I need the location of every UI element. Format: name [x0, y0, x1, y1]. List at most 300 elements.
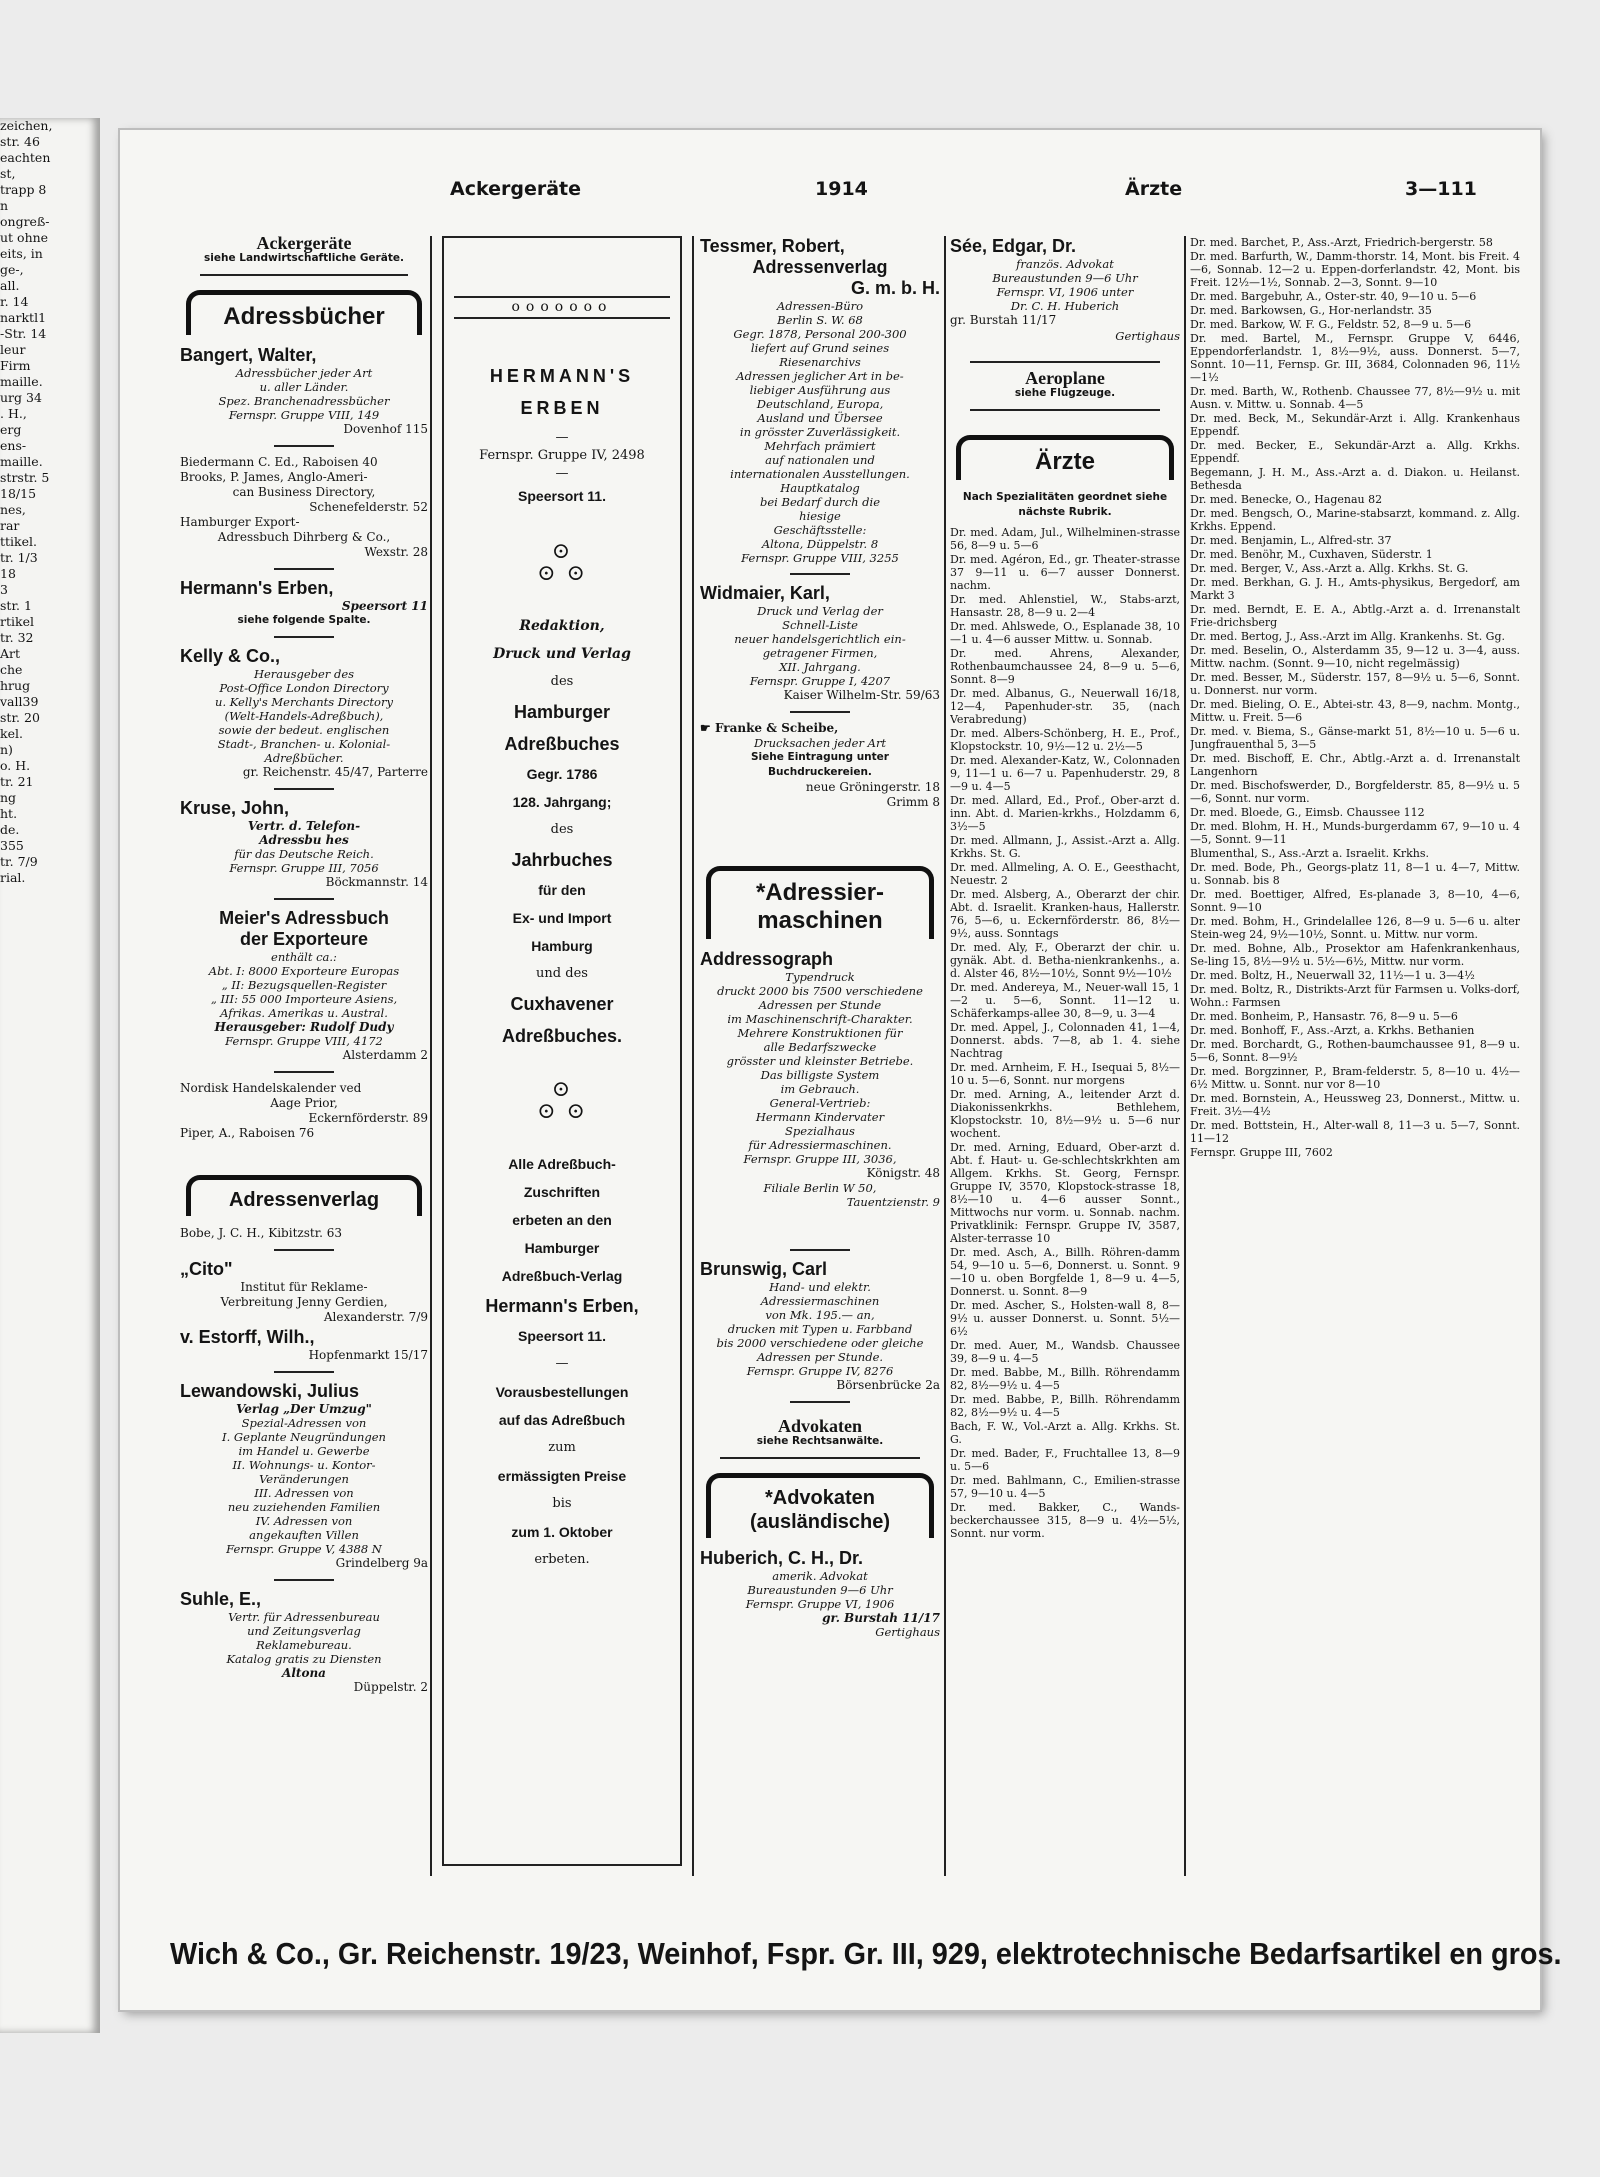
entry-desc: Adressiermaschinen	[760, 1294, 880, 1308]
entry-name: Kruse, John,	[180, 798, 290, 818]
doctor-entry: Blumenthal, S., Ass.-Arzt a. Israelit. Krkhs.	[1190, 847, 1429, 860]
entry-desc: enthält ca.:	[271, 950, 337, 964]
entry-address: Grindelberg 9a	[335, 1556, 428, 1570]
ad-line: auf das Adreßbuch	[498, 1412, 626, 1428]
doctor-entry: Dr. med. Barkowsen, G., Hor-nerlandstr. 35	[1190, 304, 1432, 317]
entry-desc: Geschäftsstelle:	[773, 523, 867, 537]
entry-desc: Adressen jeglicher Art in be-	[736, 369, 904, 383]
doctor-entry: Dr. med. Aly, F., Oberarzt der chir. u. gynäk. Abt. d. Betha-nienkrankenhs., a. d. Alster 46, 8½—10½, Sonnt 9½—10½	[950, 941, 1180, 980]
section-title-advokaten: Advokaten	[777, 1416, 862, 1436]
entry-desc: Ausland und Übersee	[757, 411, 883, 425]
entry-name: Kelly & Co.,	[180, 646, 281, 666]
entry-name: Addressograph	[700, 949, 834, 969]
left-page-fragment: Art	[0, 646, 21, 661]
doctor-entry: Dr. med. Bohm, H., Grindelallee 126, 8—9 u. 5—6 u. alter Stein-weg 24, 9½—10½, Sonnt. u. Mittw. nur vorm.	[1190, 915, 1520, 941]
left-page-fragment: tr. 7/9	[0, 854, 38, 869]
entry-desc: Institut für Reklame-	[240, 1280, 368, 1294]
column-rule	[944, 236, 946, 1876]
entry-desc: neuer handelsgerichtlich ein-	[734, 632, 906, 646]
divider	[274, 445, 334, 447]
ad-line: Hermann's Erben,	[485, 1296, 639, 1316]
doctor-entry: Dr. med. Bonheim, P., Hansastr. 76, 8—9 u. 5—6	[1190, 1010, 1458, 1023]
entry-desc: Filiale Berlin W 50,	[763, 1181, 877, 1195]
left-page-fragment: zeichen,	[0, 118, 53, 133]
entry-desc: Buchdruckereien.	[768, 766, 872, 778]
entry-desc: auf nationalen und	[765, 453, 875, 467]
divider	[274, 1371, 334, 1373]
doctor-entry: Dr. med. Becker, E., Sekundär-Arzt a. Allg. Krkhs. Eppendf.	[1190, 439, 1520, 465]
entry-desc: alle Bedarfszwecke	[763, 1040, 877, 1054]
doctor-entry: Dr. med. Allard, Ed., Prof., Ober-arzt d. inn. Abt. d. Marien-krkhs., Holzdamm 6, 3½—5	[950, 794, 1180, 833]
entry-desc: im Handel u. Gewerbe	[238, 1444, 370, 1458]
entry-desc: Hauptkatalog	[780, 481, 860, 495]
left-page-fragment: de.	[0, 822, 20, 837]
doctor-entry: Dr. med. Benöhr, M., Cuxhaven, Süderstr. 1	[1190, 548, 1433, 561]
entry-desc: Typendruck	[785, 970, 855, 984]
left-page-fragment: vall39	[0, 694, 39, 709]
entry-desc: liefert auf Grund seines	[750, 341, 890, 355]
ad-line: Adreßbuches.	[501, 1026, 623, 1046]
divider	[274, 898, 334, 900]
entry-name: Tessmer, Robert,	[700, 236, 845, 256]
left-page-fragment: leur	[0, 342, 26, 357]
doctor-entry: Dr. med. Bornstein, A., Heussweg 23, Donnerst., Mittw. u. Freit. 3½—4½	[1190, 1092, 1520, 1118]
ad-line: für den	[538, 882, 586, 898]
entry-desc: Verbreitung Jenny Gerdien,	[220, 1295, 388, 1309]
entry-desc: Fernspr. Gruppe VI, 1906	[745, 1597, 895, 1611]
page-number: 3—111	[1405, 178, 1477, 200]
running-header	[120, 178, 1540, 208]
entry-address: Dovenhof 115	[343, 422, 428, 436]
doctor-entry: Bach, F. W., Vol.-Arzt a. Allg. Krkhs. St. G.	[950, 1420, 1180, 1446]
ad-line: Hamburger	[513, 702, 611, 722]
entry-desc-block	[700, 299, 940, 565]
left-page-fragment: Firm	[0, 358, 31, 373]
section-see: siehe Landwirtschaftliche Geräte.	[204, 252, 404, 264]
ad-line: erbeten.	[534, 1552, 590, 1567]
left-page-fragment: maille.	[0, 454, 43, 469]
doctor-entry: Dr. med. Boltz, R., Distrikts-Arzt für Farmsen u. Volks-dorf, Wohn.: Farmsen	[1190, 983, 1520, 1009]
entry-desc-block	[700, 1280, 940, 1378]
left-page-fragment: 18/15	[0, 486, 37, 501]
doctor-entry: Dr. med. Berkhan, G. J. H., Amts-physikus, Bergedorf, am Markt 3	[1190, 576, 1520, 602]
divider	[274, 1249, 334, 1251]
entry-desc: grösster und kleinster Betriebe.	[726, 1054, 914, 1068]
left-page-fragment: rar	[0, 518, 20, 533]
column-rule	[1184, 236, 1186, 1876]
entry-desc: internationalen Ausstellungen.	[730, 467, 910, 481]
entry-name: Lewandowski, Julius	[180, 1381, 360, 1401]
left-page-fragment: rial.	[0, 870, 26, 885]
doctor-entry: Dr. med. Blohm, H. H., Munds-burgerdamm 67, 9—10 u. 4—5, Sonnt. 9—11	[1190, 820, 1520, 846]
entry-desc: Herausgeber des	[253, 667, 355, 681]
left-page-fragment: tr. 21	[0, 774, 34, 789]
entry-desc: Hand- und elektr.	[769, 1280, 871, 1294]
doctor-entry: Dr. med. Arning, A., leitender Arzt d. Diakonissenkrkhs. Bethlehem, Klopstockstr. 10, 8½—9½ u. 5—6 nur wochent.	[950, 1088, 1180, 1140]
doctor-entry: Dr. med. Allmeling, A. O. E., Geesthacht, Neuestr. 2	[950, 861, 1180, 887]
ad-hermanns: HERMANN'S ERBEN — Fernspr. Gruppe IV, 2498 — Speersort 11. ⊙ ⊙ ⊙ Redaktion, Druck und Verlag des Hamburger Adreßbuches Gegr. 1786 128. Jahrgang; des Jahrbuches für den Ex- und Import Hamburg und des Cuxhavener Adreßbuches. ⊙ ⊙ ⊙ Alle Adreßbuch- Zuschriften erbeten an den Hamburger Adreßbuch-Verlag Hermann's Erben, Speersort 11. — Vorausbestellungen auf das Adreßbuch zum ermässigten Preise bis zum 1. Oktober erbeten.	[444, 365, 680, 1569]
doctor-entry: Dr. med. Barth, W., Rothenb. Chaussee 77, 8½—9½ u. mit Ausn. v. Mittw. u. Sonnab. 4—5	[1190, 385, 1520, 411]
ad-address: Speersort 11.	[518, 488, 606, 504]
entry-desc: Fernspr. Gruppe IV, 8276	[746, 1364, 894, 1378]
ad-line: Adreßbuches	[504, 734, 620, 754]
doctor-entry: Dr. med. Bargebuhr, A., Oster-str. 40, 9—10 u. 5—6	[1190, 290, 1477, 303]
entry-name: „Cito"	[180, 1259, 233, 1279]
entry-address: Speersort 11	[341, 599, 428, 613]
ad-line: Redaktion,	[519, 618, 605, 634]
entry-name: der Exporteure	[239, 929, 369, 949]
left-page-fragment: ht.	[0, 806, 18, 821]
header-right: Ärzte	[1125, 178, 1183, 200]
left-page-fragment: trapp 8	[0, 182, 47, 197]
ad-line: Zuschriften	[523, 1184, 601, 1200]
box-heading-advokaten: *Advokaten (ausländische)	[706, 1473, 934, 1538]
divider	[790, 1401, 850, 1403]
doctor-entry: Dr. med. Appel, J., Colonnaden 41, 1—4, Donnerst. abds. 7—8, ab 1. 4. siehe Nachtrag	[950, 1021, 1180, 1060]
pointing-hand-icon: ☛	[700, 721, 711, 735]
entry-desc: getragener Firmen,	[762, 646, 878, 660]
doctor-entry: Dr. med. Berger, V., Ass.-Arzt a. Allg. Krkhs. St. G.	[1190, 562, 1469, 575]
doctor-entry: Dr. med. Barkow, W. F. G., Feldstr. 52, 8—9 u. 5—6	[1190, 318, 1472, 331]
entry-name: Brunswig, Carl	[700, 1259, 828, 1279]
entry-desc: Alexanderstr. 7/9	[323, 1310, 428, 1324]
doctor-entry: Dr. med. Albers-Schönberg, H. E., Prof., Klopstockstr. 10, 9½—12 u. 2½—5	[950, 727, 1180, 753]
ad-line: Vorausbestellungen	[495, 1384, 629, 1400]
ad-line: zum	[548, 1440, 576, 1455]
entry-name: Sée, Edgar, Dr.	[950, 236, 1077, 256]
left-page-fragment: che	[0, 662, 23, 677]
entry-address: Grimm 8	[886, 795, 940, 809]
ad-frame	[442, 236, 682, 1866]
section-see: siehe Rechtsanwälte.	[756, 1435, 884, 1447]
entry-desc: Veränderungen	[259, 1472, 349, 1486]
column-hermanns-ad	[436, 236, 688, 1876]
entry-desc: Post-Office London Directory	[219, 681, 389, 695]
entry-desc: Fernspr. Gruppe VIII, 3255	[741, 551, 899, 565]
left-page-fragment: 355	[0, 838, 24, 853]
column-rule	[692, 236, 694, 1876]
entry-phone: Fernspr. Gruppe VIII, 4172	[225, 1034, 383, 1048]
footer-advertisement: Wich & Co., Gr. Reichenstr. 19/23, Weinhof, Fspr. Gr. III, 929, elektrotechnische Bedarfsartikel en gros.	[170, 1936, 1562, 1971]
box-heading-adressiermaschinen: *Adressier-maschinen	[706, 866, 934, 939]
left-page-fragment: o. H.	[0, 758, 31, 773]
doctor-entry: Dr. med. Ahrens, Alexander, Rothenbaumchaussee 24, 8—9 u. 5—6, Sonnt. 8—9	[950, 647, 1180, 686]
doctor-entry: Dr. med. Bader, F., Fruchtallee 13, 8—9 u. 5—6	[950, 1447, 1180, 1473]
doctor-entry: Dr. med. Auer, M., Wandsb. Chaussee 39, 8—9 u. 4—5	[950, 1339, 1180, 1365]
divider	[274, 1071, 334, 1073]
doctor-entry: Dr. med. Boettiger, Alfred, Es-planade 3, 8—10, 4—6, Sonnt. 9—10	[1190, 888, 1520, 914]
left-page-fragment: urg 34	[0, 390, 42, 405]
entry-desc: druckt 2000 bis 7500 verschiedene	[717, 984, 923, 998]
listing: Nordisk Handelskalender ved	[180, 1081, 362, 1095]
entry-name: Bangert, Walter,	[180, 345, 317, 365]
entry-name: Adressenverlag	[752, 257, 888, 277]
listing: can Business Directory,	[232, 485, 376, 499]
entry-desc: sowie der bedeut. englischen	[218, 723, 390, 737]
entry-desc: Adreßbücher.	[264, 751, 344, 765]
entry-desc: Spezial-Adressen von	[241, 1416, 367, 1430]
left-page-fragment: ongreß-	[0, 214, 50, 229]
doctor-entry: Dr. med. Asch, A., Billh. Röhren-damm 54, 9—10 u. 5—6, Donnerst. u. Sonnt. 9—10 u. oben Borgfelde 1, 8—9 u. 4—5, Donnerst. u. Sonnt. 8—9	[950, 1246, 1180, 1298]
column-rule	[430, 236, 432, 1876]
entry-desc: Druck und Verlag der	[757, 604, 883, 618]
entry-desc: Abt. I: 8000 Exporteure Europas	[208, 964, 400, 978]
listing: Schenefelderstr. 52	[309, 500, 428, 514]
ad-line: Cuxhavener	[510, 994, 614, 1014]
doctor-entry: Begemann, J. H. M., Ass.-Arzt a. d. Diakon. u. Heilanst. Bethesda	[1190, 466, 1520, 492]
left-page-fragment: eits, in	[0, 246, 43, 261]
divider	[790, 573, 850, 575]
doctor-entry: Dr. med. Barchet, P., Ass.-Arzt, Friedrich-bergerstr. 58	[1190, 236, 1493, 249]
doctor-entry: Dr. med. Arning, Eduard, Ober-arzt d. Abt. f. Haut- u. Ge-schlechtskrkhten am Allgem. Krkhs. St. Georg, Fernspr. Gruppe IV, 3570, Klopstock-strasse 18, 8½—10 u. 4—6 ausser Sonnt., Mittwochs nur vorm. u. Sonnab. nachm. Privatklinik: Fernspr. Gruppe IV, 3587, Alster-terrasse 10	[950, 1141, 1180, 1245]
left-page-fragment: n	[0, 198, 9, 213]
entry-desc: Riesenarchivs	[779, 355, 861, 369]
entry-name: Hermann's Erben,	[180, 578, 334, 598]
entry-desc: Fernspr. Gruppe III, 3036,	[743, 1152, 897, 1166]
entry-desc: (Welt-Handels-Adreßbuch),	[224, 709, 384, 723]
left-page-fragment: str. 20	[0, 710, 40, 725]
doctor-entry: Dr. med. v. Biema, S., Gänse-markt 51, 8½—10 u. 5—6 u. Jungfrauenthal 5, 3—5	[1190, 725, 1520, 751]
doctor-entry: Dr. med. Alsberg, A., Oberarzt der chir. Abt. d. Israelit. Kranken-haus, Hallerstr. 76, 5—6, u. Eckernförderstr. 86, 8½—9½, auss. Sonntags	[950, 888, 1180, 940]
doctor-entry: Dr. med. Barfurth, W., Damm-thorstr. 14, Mont. bis Freit. 4—6, Sonnab. 12—2 u. Eppen-dorferlandstr. 42, Mont. bis Freit. 12½—1½, Sonnab. 2—3, Sonnt. 9—10	[1190, 250, 1520, 289]
doctor-entry: Dr. med. Bischofswerder, D., Borgfelderstr. 85, 8—9½ u. 5—6, Sonnt. nur vorm.	[1190, 779, 1520, 805]
left-page-fragment: ng	[0, 790, 17, 805]
divider	[790, 1249, 850, 1251]
doctor-entry: Dr. med. Babbe, M., Billh. Röhrendamm 82, 8½—9½ u. 4—5	[950, 1366, 1180, 1392]
entry-desc: für das Deutsche Reich.	[234, 847, 374, 861]
entry-address: Börsenbrücke 2a	[836, 1378, 940, 1392]
left-page-fragment: st,	[0, 166, 16, 181]
ad-line: des	[550, 674, 574, 689]
entry-desc: u. aller Länder.	[259, 380, 349, 394]
entry-address: Kaiser Wilhelm-Str. 59/63	[783, 688, 940, 702]
box-heading-adressbuecher: Adressbücher	[186, 290, 422, 335]
left-page-fragment: rtikel	[0, 614, 34, 629]
entry-desc: Spez. Branchenadressbücher	[218, 394, 390, 408]
ad-line: zum 1. Oktober	[511, 1524, 613, 1540]
entry-desc: von Mk. 195.— an,	[765, 1308, 875, 1322]
entry-desc: französ. Advokat	[1016, 257, 1114, 271]
doctor-entry: Dr. med. Bengsch, O., Marine-stabsarzt, kommand. z. Allg. Krkhs. Eppend.	[1190, 507, 1520, 533]
entry-desc: Adressen per Stunde	[758, 998, 882, 1012]
column-adressbuecher	[180, 236, 428, 1876]
doctor-entry: Dr. med. Agéron, Ed., gr. Theater-strasse 37 9—11 u. 6—7 ausser Donnerst. nachm.	[950, 553, 1180, 592]
entry-phone: Fernspr. Gruppe V, 4388 N	[226, 1542, 382, 1556]
entry-desc: Gertighaus	[1115, 329, 1180, 343]
entry-desc: bis 2000 verschiedene oder gleiche	[716, 1336, 924, 1350]
ad-line: Hamburger	[524, 1240, 600, 1256]
entry-desc: Vertr. für Adressenbureau	[228, 1610, 380, 1624]
ad-line: Hamburg	[531, 938, 593, 954]
box-heading-adressenverlag: Adressenverlag	[186, 1175, 422, 1216]
entry-desc: Hermann Kindervater	[755, 1110, 885, 1124]
listing: Aage Prior,	[270, 1096, 338, 1110]
doctor-entry: Dr. med. Bahlmann, C., Emilien-strasse 57, 9—10 u. 4—5	[950, 1474, 1180, 1500]
entry-see: siehe folgende Spalte.	[237, 614, 371, 626]
ad-ornament: ooooooo	[454, 296, 670, 319]
entry-address: gr. Burstah 11/17	[822, 1611, 940, 1625]
listing: Eckernförderstr. 89	[308, 1111, 428, 1125]
entry-desc: Gertighaus	[875, 1625, 940, 1639]
ornament-circles-icon: ⊙ ⊙ ⊙	[537, 1077, 587, 1124]
doctor-entry: Dr. med. Borgzinner, P., Bram-felderstr. 5, 8—10 u. 4½—6½ Mittw. u. Sonnt. nur vor 8—10	[1190, 1065, 1520, 1091]
listing: Bobe, J. C. H., Kibitzstr. 63	[180, 1226, 343, 1240]
doctor-entry: Dr. med. Bottstein, H., Alter-wall 8, 11—3 u. 5—7, Sonnt. 11—12	[1190, 1119, 1520, 1145]
left-page-fragment: ut ohne	[0, 230, 49, 245]
entry-address: Düppelstr. 2	[353, 1680, 428, 1694]
left-page-fragment: tr. 32	[0, 630, 34, 645]
doctor-entry: Dr. med. Benecke, O., Hagenau 82	[1190, 493, 1383, 506]
directory-page	[120, 130, 1562, 2010]
doctor-entry: Dr. med. Ahlswede, O., Esplanade 38, 10—1 u. 4—6 ausser Mittw. u. Sonnab.	[950, 620, 1180, 646]
entry-desc: Schnell-Liste	[782, 618, 858, 632]
doctor-entry: Dr. med. Albanus, G., Neuerwall 16/18, 12—4, Papenhuder-str. 35, (nach Verabredung)	[950, 687, 1180, 726]
entry-address: Böckmannstr. 14	[325, 875, 428, 889]
entry-address: neue Gröningerstr. 18	[805, 780, 940, 794]
section-title-ackergeraete: Ackergeräte	[256, 236, 352, 253]
entry-desc: Siehe Eintragung unter	[751, 751, 889, 763]
entry-name: Meier's Adressbuch	[219, 908, 389, 928]
ad-line: bis	[552, 1496, 572, 1511]
ad-line: ermässigten Preise	[497, 1468, 627, 1484]
left-page-fragment: nes,	[0, 502, 26, 517]
entry-desc: u. Kelly's Merchants Directory	[215, 695, 393, 709]
entry-address: Alsterdamm 2	[342, 1048, 428, 1062]
ad-lines	[444, 1155, 680, 1569]
entry-desc: XII. Jahrgang.	[779, 660, 861, 674]
divider	[274, 636, 334, 638]
entry-desc: IV. Adressen von	[255, 1514, 353, 1528]
entry-desc: für Adressiermaschinen.	[748, 1138, 892, 1152]
ad-line: Ex- und Import	[512, 910, 612, 926]
section-title-aeroplane: Aeroplane	[1025, 368, 1105, 388]
left-page-fragment: 18	[0, 566, 16, 581]
entry-desc: Berlin S. W. 68	[777, 313, 863, 327]
entry-city: Altona	[282, 1666, 326, 1680]
divider	[200, 274, 408, 276]
ad-line: Speersort 11.	[518, 1328, 606, 1344]
entry-desc: III. Adressen von	[254, 1486, 354, 1500]
divider	[790, 711, 850, 713]
entry-desc: in grösster Zuverlässigkeit.	[739, 425, 901, 439]
left-page-fragment: r. 14	[0, 294, 29, 309]
ad-line: Adreßbuch-Verlag	[501, 1268, 623, 1284]
doctor-entry: Dr. med. Babbe, P., Billh. Röhrendamm 82, 8½—9½ u. 4—5	[950, 1393, 1180, 1419]
divider	[274, 788, 334, 790]
divider	[720, 1457, 920, 1459]
left-page-fragment: all.	[0, 278, 20, 293]
entry-desc: bei Bedarf durch die	[760, 495, 880, 509]
entry-name: v. Estorff, Wilh.,	[180, 1327, 315, 1347]
divider	[274, 1579, 334, 1581]
ad-title: HERMANN'S	[489, 366, 635, 386]
left-page-fragment: str. 1	[0, 598, 32, 613]
left-page-fragment: 3	[0, 582, 8, 597]
divider	[970, 361, 1160, 363]
doctor-entry: Dr. med. Bohne, Alb., Prosektor am Hafenkrankenhaus, Se-ling 15, 8½—9½ u. 5½—6½, Mittw. nur vorm.	[1190, 942, 1520, 968]
box-heading-aerzte: Ärzte	[956, 435, 1174, 480]
entry-desc: Stadt-, Branchen- u. Kolonial-	[217, 737, 391, 751]
listing: Biedermann C. Ed., Raboisen 40	[180, 455, 378, 469]
entry-desc: Katalog gratis zu Diensten	[226, 1652, 382, 1666]
entry-desc: im Gebrauch.	[780, 1082, 860, 1096]
entry-name-text: Franke & Scheibe,	[714, 721, 839, 735]
ad-line: Gegr. 1786	[526, 766, 598, 782]
entry-desc-block	[700, 604, 940, 688]
left-page-fragment: n)	[0, 742, 13, 757]
entry-desc: drucken mit Typen u. Farbband	[727, 1322, 913, 1336]
columns	[180, 236, 1525, 1876]
doctor-entry: Dr. med. Adam, Jul., Wilhelminen-strasse 56, 8—9 u. 5—6	[950, 526, 1180, 552]
ad-lines	[444, 617, 680, 1047]
divider	[970, 409, 1160, 411]
entry-desc: Fernspr. Gruppe I, 4207	[749, 674, 891, 688]
divider	[274, 568, 334, 570]
doctor-entry: Dr. med. Bonhoff, F., Ass.-Arzt, a. Krkhs. Bethanien	[1190, 1024, 1475, 1037]
entry-desc: General-Vertrieb:	[769, 1096, 871, 1110]
entry-desc: liebiger Ausführung aus	[749, 383, 891, 397]
entry-desc: Mehrfach prämiert	[764, 439, 876, 453]
doctor-entry: Dr. med. Benjamin, L., Alfred-str. 37	[1190, 534, 1392, 547]
doctor-entry: Dr. med. Bertog, J., Ass.-Arzt im Allg. Krankenhs. St. Gg.	[1190, 630, 1506, 643]
entry-desc: Mehrere Konstruktionen für	[737, 1026, 903, 1040]
doctor-entry: Dr. med. Ascher, S., Holsten-wall 8, 8—9½ u. ausser Donnerst. u. Sonnt. 5½—6½	[950, 1299, 1180, 1338]
doctor-entry: Dr. med. Bartel, M., Fernspr. Gruppe V, 6446, Eppendorferlandstr. 1, 8½—9½, auss. Donnerst. 5—7, Sonnt. 10—11, Fernsp. Gr. III, 3684, Colonnaden 96, 11½—1½	[1190, 332, 1520, 384]
entry-address: Königstr. 48	[866, 1166, 940, 1180]
doctor-entry: Dr. med. Bloede, G., Eimsb. Chaussee 112	[1190, 806, 1425, 819]
entry-desc: Adressbücher jeder Art	[235, 366, 373, 380]
ad-line: erbeten an den	[512, 1212, 612, 1228]
left-page-fragment: str. 46	[0, 134, 40, 149]
doctor-entry: Dr. med. Bakker, C., Wands-beckerchaussee 315, 8—9 u. 4½—5½, Sonnt. nur vorm.	[950, 1501, 1180, 1540]
entry-desc: hiesige	[799, 509, 841, 523]
entry-desc: II. Wohnungs- u. Kontor-	[232, 1458, 376, 1472]
left-page-fragment: strstr. 5	[0, 470, 50, 485]
doctor-entry: Fernspr. Gruppe III, 7602	[1190, 1146, 1333, 1159]
doctor-entry: Dr. med. Alexander-Katz, W., Colonnaden 9, 11—1 u. 6—7 u. Papenhuderstr. 29, 8—9 u. 4—5	[950, 754, 1180, 793]
ad-line: —	[555, 1356, 569, 1371]
left-page-fragment: tr. 1/3	[0, 550, 38, 565]
entry-desc: Gegr. 1878, Personal 200-300	[733, 327, 907, 341]
entry-name: Widmaier, Karl,	[700, 583, 830, 603]
entry-desc: amerik. Advokat	[772, 1569, 868, 1583]
entry-phone: Fernspr. Gruppe III, 7056	[229, 861, 379, 875]
header-left: Ackergeräte	[450, 178, 581, 200]
left-page-fragment: ens-	[0, 438, 27, 453]
listing: Wexstr. 28	[364, 545, 428, 559]
left-page-fragments	[0, 118, 100, 886]
entry-desc: Fernspr. VI, 1906 unter	[996, 285, 1134, 299]
left-page-fragment: erg	[0, 422, 22, 437]
entry-desc: Fernspr. Gruppe VIII, 149	[228, 408, 380, 422]
ad-line: und des	[536, 966, 588, 981]
doctor-entry: Dr. med. Besser, M., Süderstr. 157, 8—9½ u. 5—6, Sonnt. u. Donnerst. nur vorm.	[1190, 671, 1520, 697]
entry-name: Suhle, E.,	[180, 1589, 262, 1609]
entry-desc: Reklamebureau.	[256, 1638, 352, 1652]
entry-desc: Spezialhaus	[785, 1124, 855, 1138]
doctor-list	[950, 526, 1180, 1540]
entry-desc: im Maschinenschrift-Charakter.	[727, 1012, 913, 1026]
left-page-fragment: . H.,	[0, 406, 27, 421]
entry-desc: Adressen per Stunde.	[756, 1350, 884, 1364]
entry-address: Hopfenmarkt 15/17	[308, 1348, 428, 1362]
ad-title: ERBEN	[520, 398, 604, 418]
entry-desc: angekauften Villen	[249, 1528, 359, 1542]
listing: Piper, A., Raboisen 76	[180, 1126, 315, 1140]
doctor-entry: Dr. med. Allmann, J., Assist.-Arzt a. Allg. Krkhs. St. G.	[950, 834, 1180, 860]
doctor-entry: Dr. med. Beck, M., Sekundär-Arzt i. Allg. Krankenhaus Eppendf.	[1190, 412, 1520, 438]
doctor-list	[1190, 236, 1520, 1159]
